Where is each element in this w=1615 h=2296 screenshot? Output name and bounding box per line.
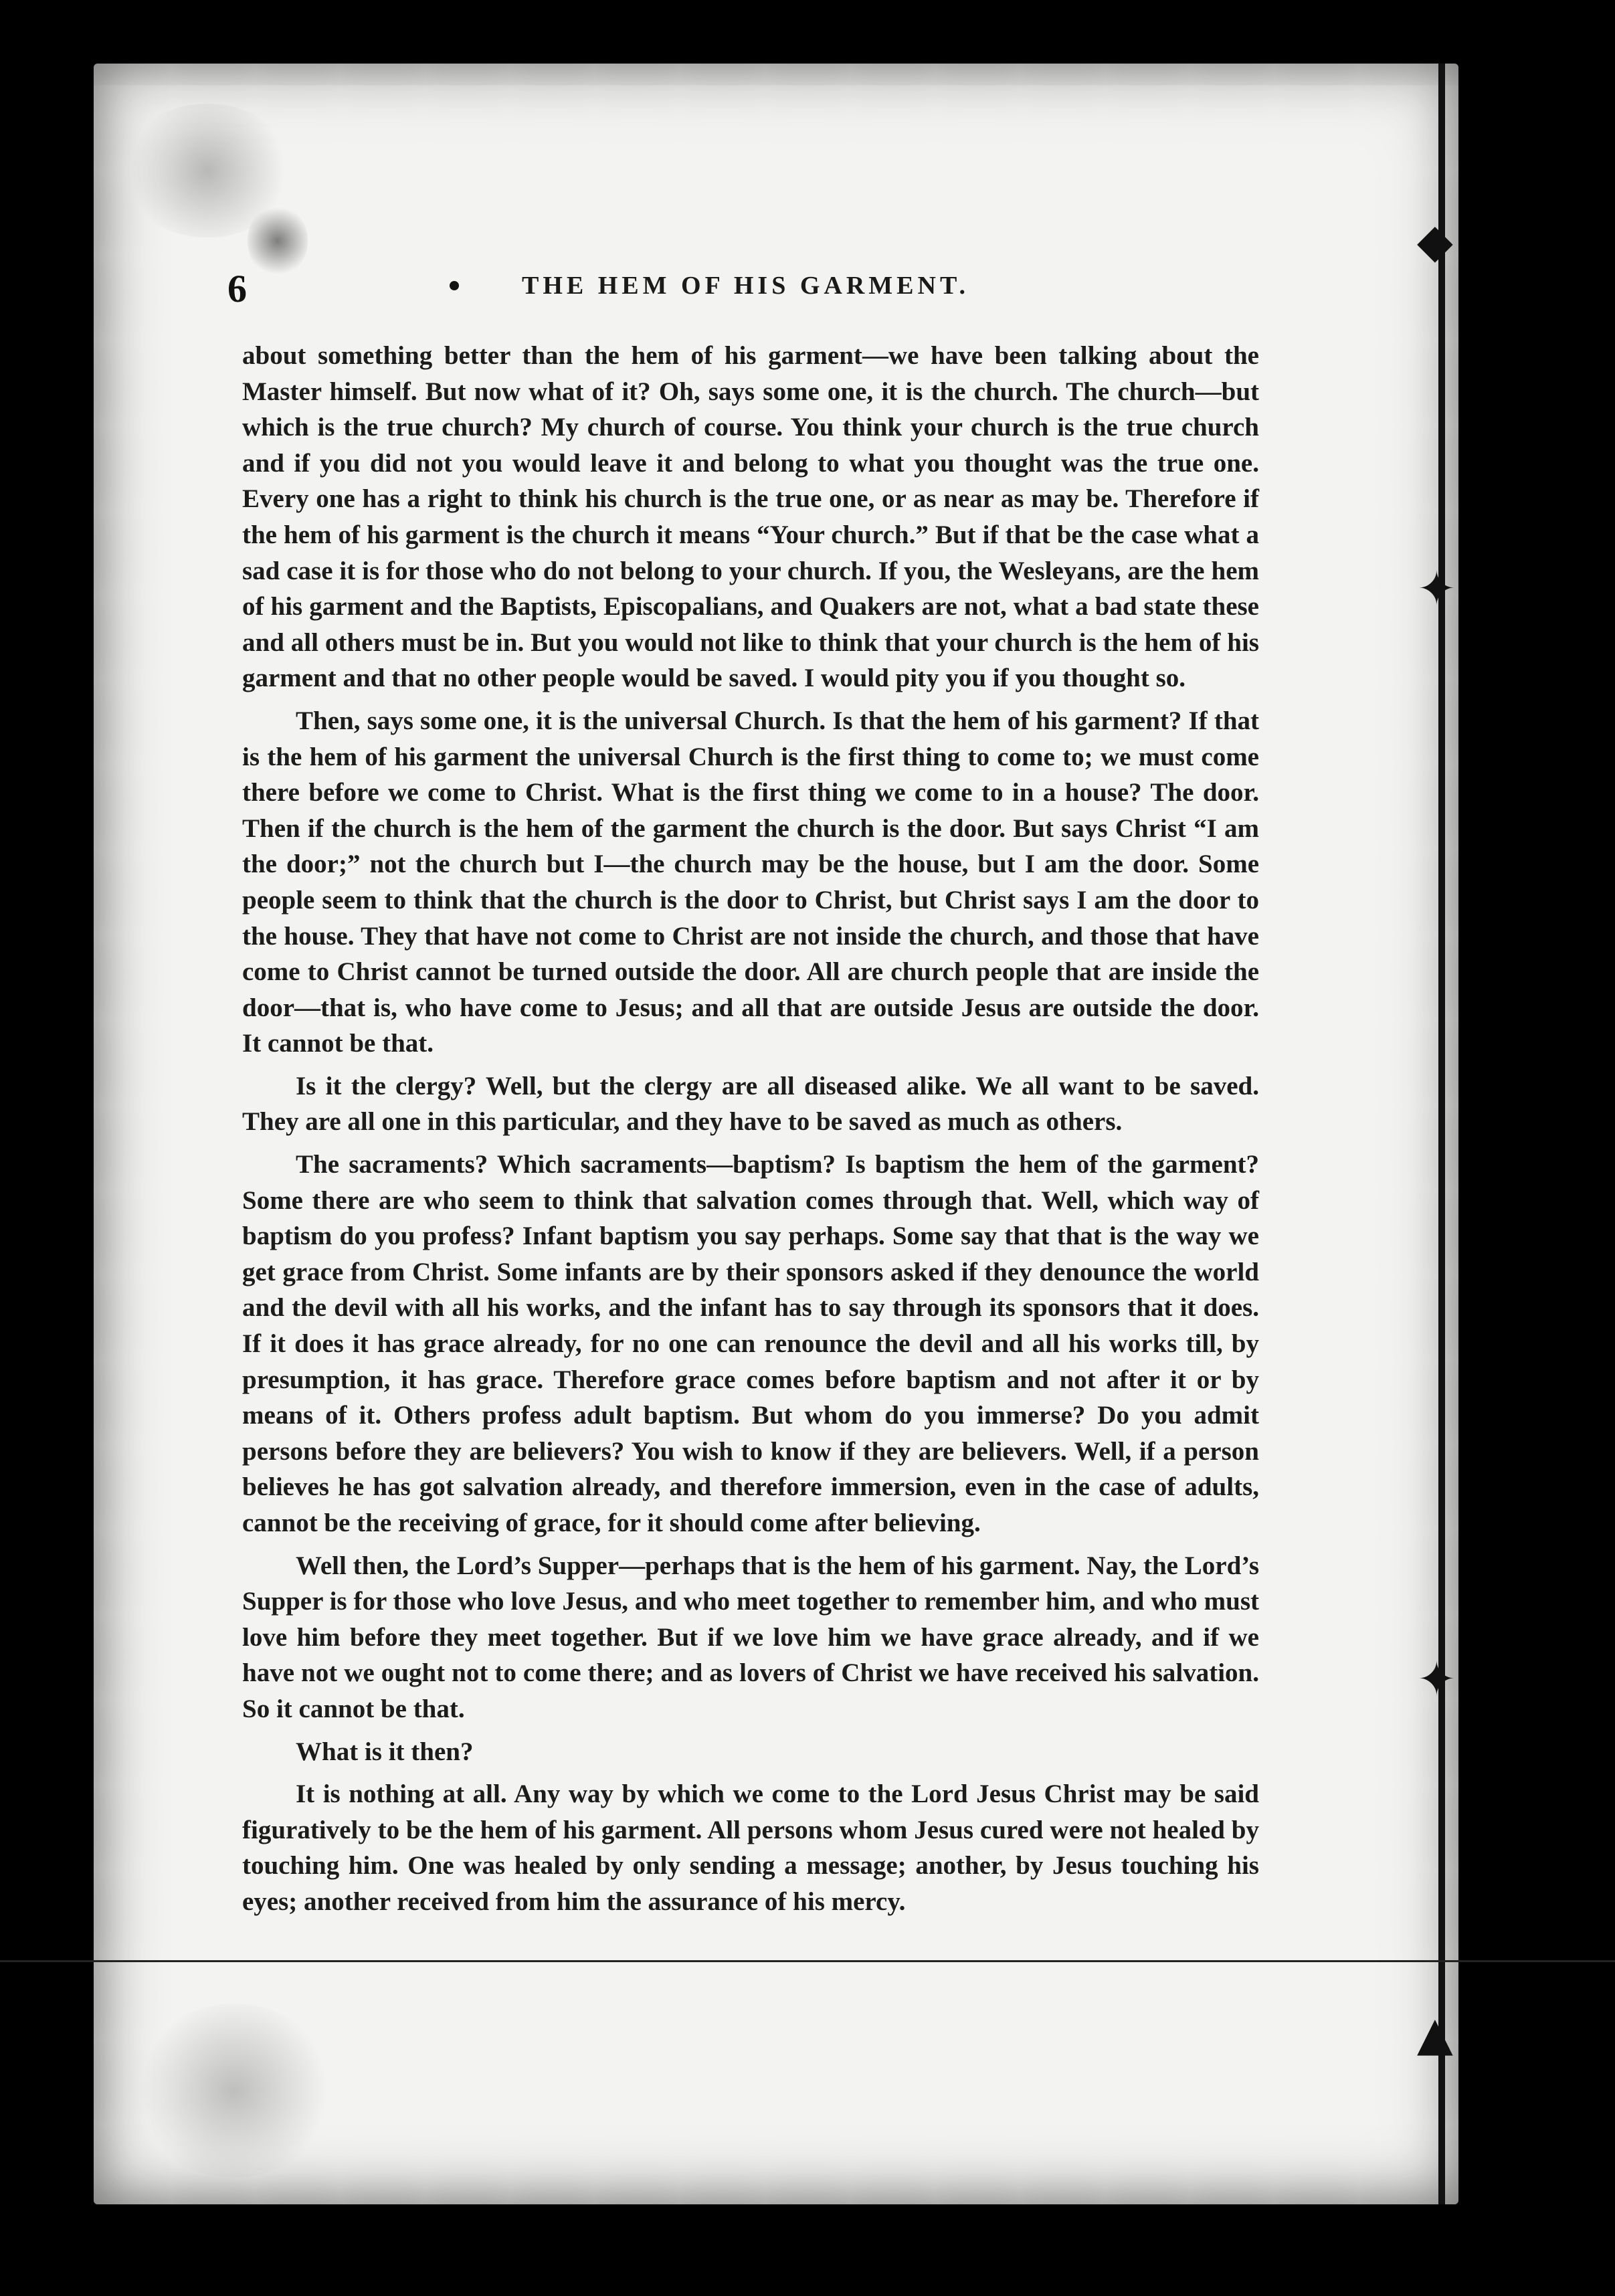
rule-marker: ◆ (1417, 213, 1453, 268)
binding-rule (1438, 64, 1445, 2204)
rule-marker: ✦ (1417, 1652, 1456, 1707)
paragraph: What is it then? (296, 1737, 474, 1766)
paragraph: Is it the clergy? Well, but the clergy are all diseased alike. We all want to be saved. They are all one in this particular, and they have to be saved as much as others. (242, 1071, 1259, 1137)
running-title: THE HEM OF HIS GARMENT. (522, 272, 969, 300)
ink-smudge (120, 104, 294, 237)
rule-marker: ▲ (1417, 2006, 1453, 2061)
paragraph: Well then, the Lord’s Supper—perhaps that is the hem of his garment. Nay, the Lord’s Supper is for those who love Jesus, and who meet together to remember him, and who must love him before they meet together. But if we love him we have grace already, and if we have not we ought not to come there; and as lovers of Christ we have received his salvation. So it cannot be that. (242, 1551, 1259, 1723)
ornament-dot (450, 281, 459, 290)
paragraph: Then, says some one, it is the universal Church. Is that the hem of his garment? If that is the hem of his garment the universal Church is the first thing to come to; we must come there before we come to Christ. What is the first thing we come to in a house? The door. Then if the church is the hem of the garment the church is the door. But says Christ “I am the door;” not the church but I—the church may be the house, but I am the door. Some people seem to think that the church is the door to Christ, but Christ says I am the door to the house. They that have not come to Christ are not inside the church, and those that have come to Christ cannot be turned outside the door. All are church people that are inside the door—that is, who have come to Jesus; and all that are outside Jesus are outside the door. It cannot be that. (242, 706, 1259, 1058)
paragraph: about something better than the hem of his garment—we have been talking about the Master himself. But now what of it? Oh, says some one, it is the church. The church—but which is the true church? My church of course. You think your church is the true church and if you did not you would leave it and belong to what you thought was the true one. Every one has a right to think his church is the true one, or as near as may be. Therefore if the hem of his garment is the church it means “Your church.” But if that be the case what a sad case it is for those who do not belong to your church. If you, the Wesleyans, are the hem of his garment and the Baptists, Episcopalians, and Quakers are not, what a bad state these and all others must be in. But you would not like to think that your church is the hem of his garment and that no other people would be saved. I would pity you if you thought so. (242, 341, 1259, 693)
page-number: 6 (227, 267, 247, 310)
rule-marker: ✦ (1417, 561, 1456, 616)
ink-smudge (134, 2004, 335, 2178)
body-text (242, 338, 1259, 1927)
scan-line (0, 1960, 1615, 1962)
paragraph: It is nothing at all. Any way by which we come to the Lord Jesus Christ may be said figuratively to be the hem of his garment. All persons whom Jesus cured were not healed by touching him. One was healed by only sending a message; another, by Jesus touching his eyes; another received from him the assurance of his mercy. (242, 1780, 1259, 1916)
paragraph: The sacraments? Which sacraments—baptism? Is baptism the hem of the garment? Some there are who seem to think that salvation comes through that. Well, which way of baptism do you profess? Infant baptism you say perhaps. Some say that that is the way we get grace from Christ. Some infants are by their sponsors asked if they denounce the world and the devil with all his works, and the infant has to say through its sponsors that it does. If it does it has grace already, for no one can renounce the devil and all his works till, by presumption, it has grace. Therefore grace comes before baptism and not after it or by means of it. Others profess adult baptism. But whom do you immerse? Do you admit persons before they are believers? You wish to know if they are believers. Well, if a person believes he has got salvation already, and therefore immersion, even in the case of adults, cannot be the receiving of grace, for it should come after believing. (242, 1150, 1259, 1537)
